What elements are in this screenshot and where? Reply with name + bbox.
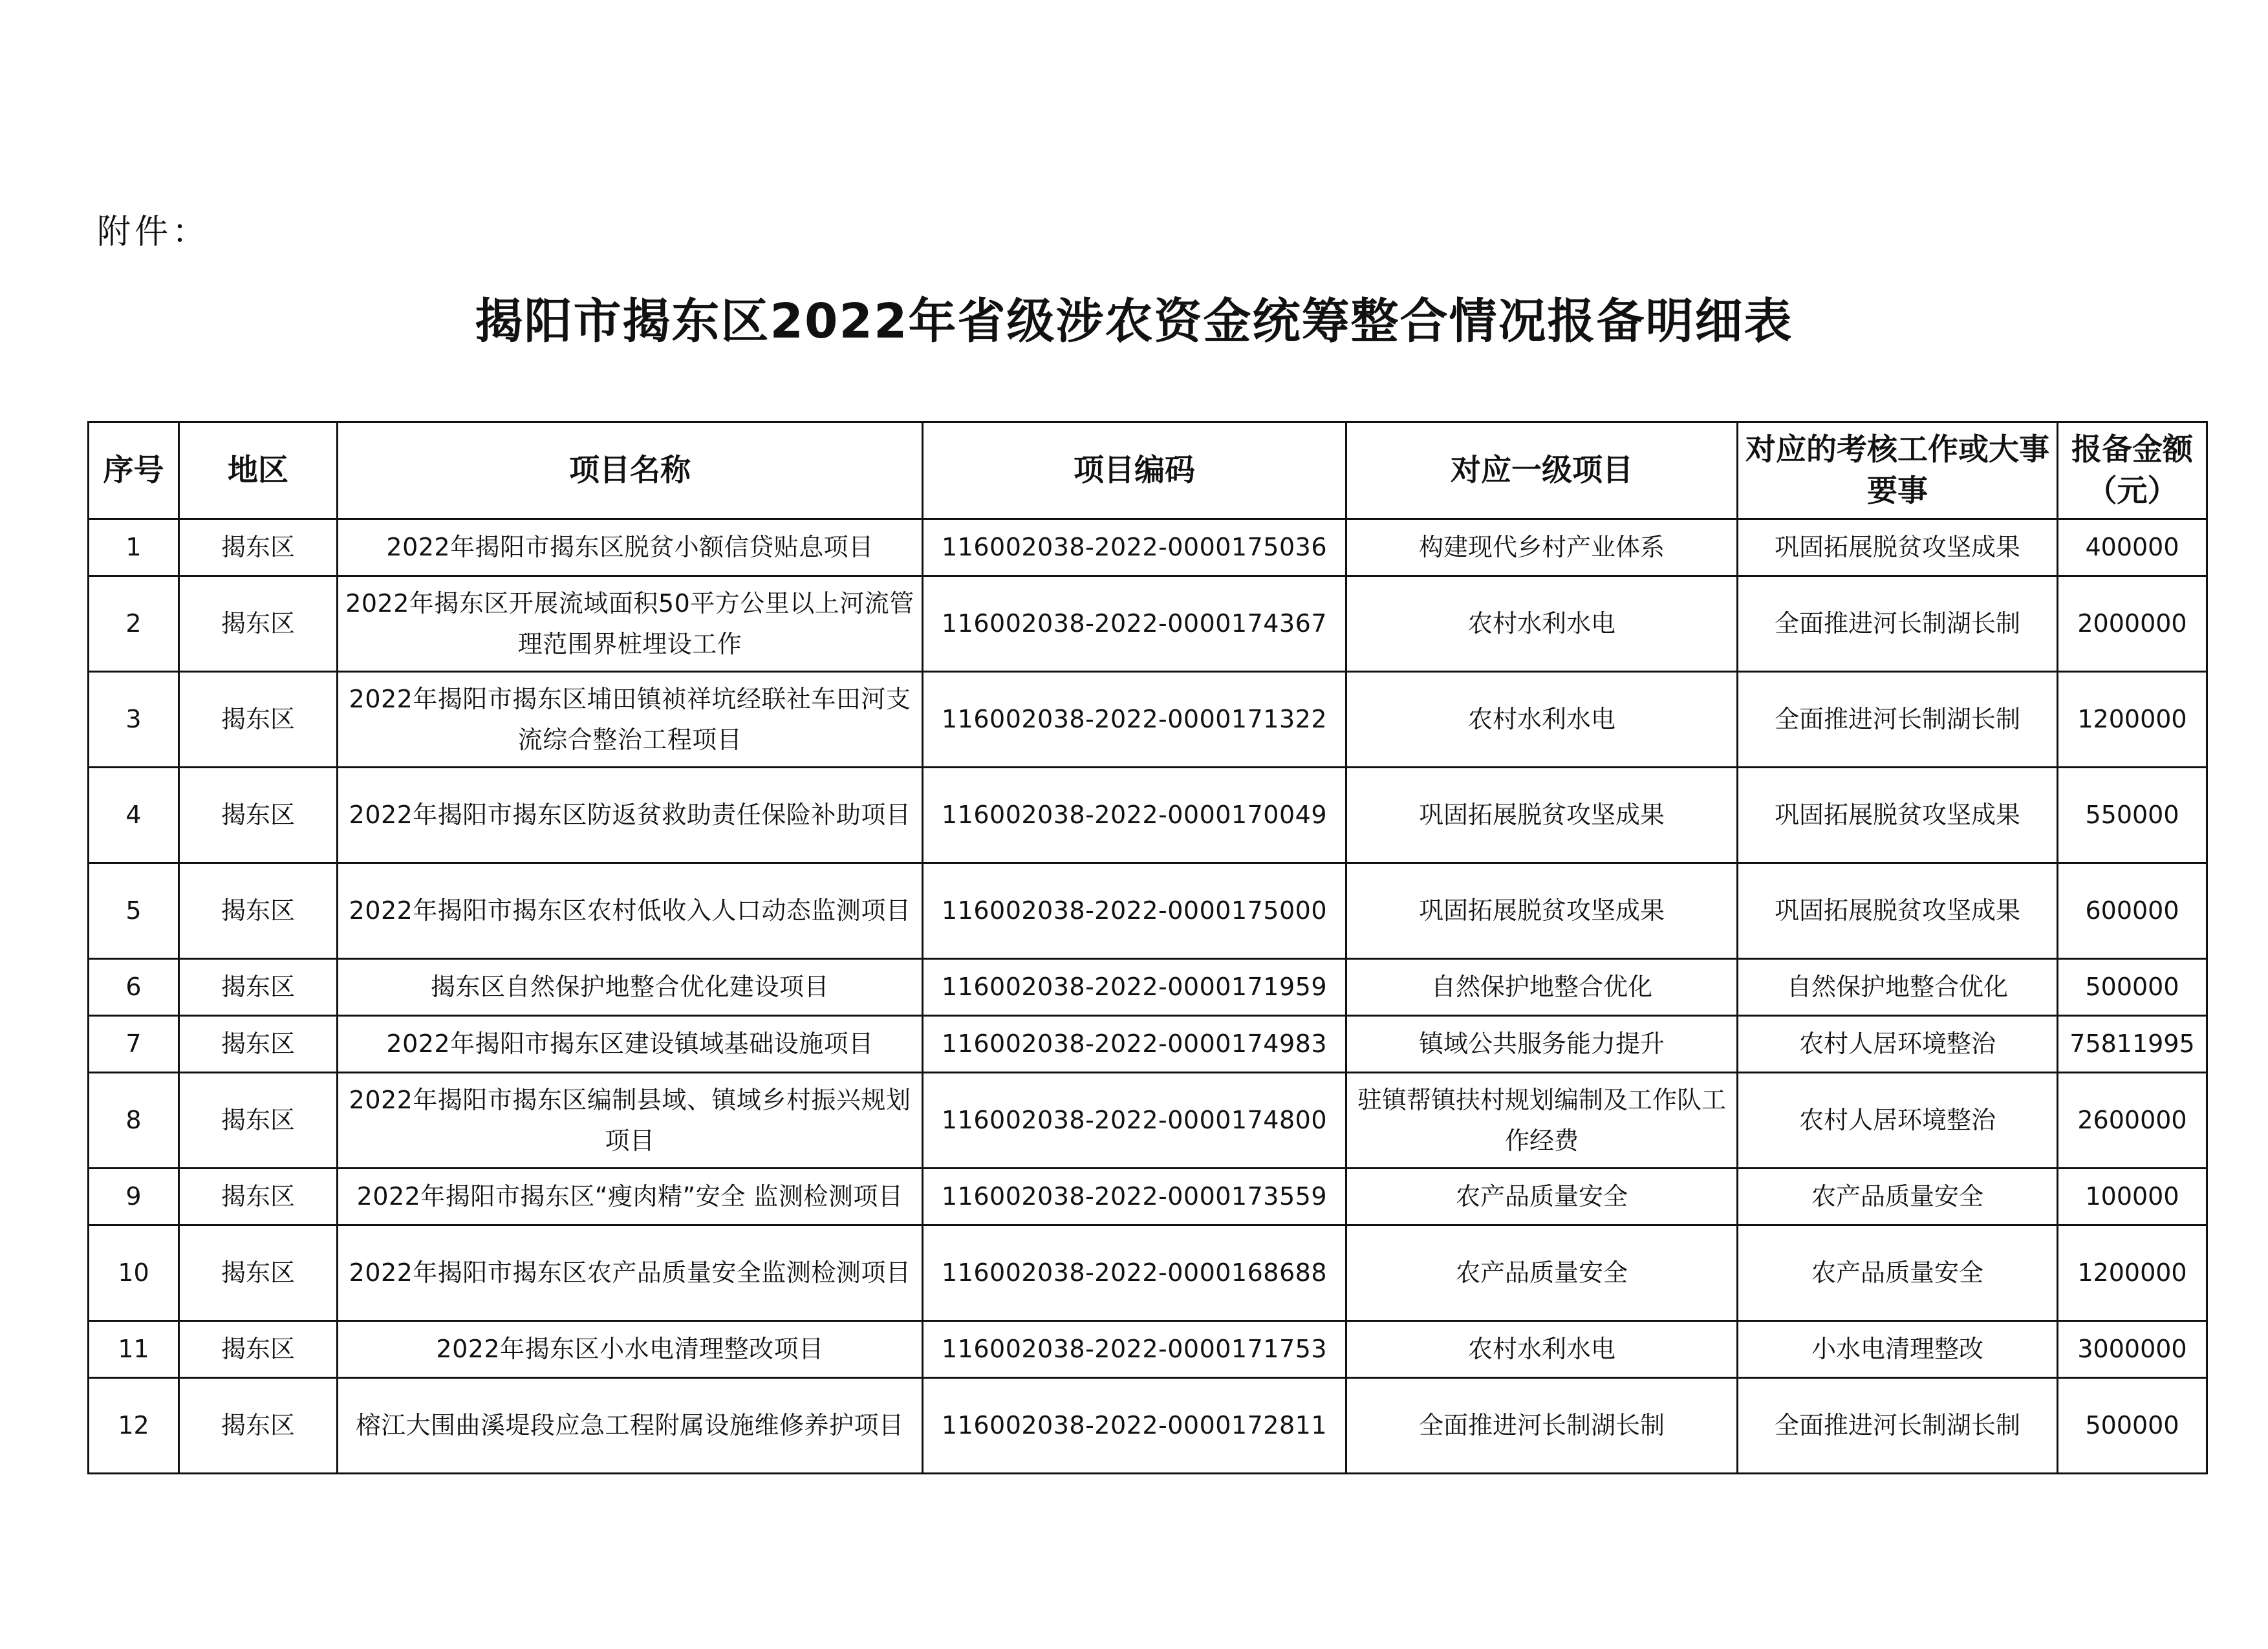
cell-project-name: 2022年揭阳市揭东区农产品质量安全监测检测项目 [338, 1225, 923, 1321]
header-assessment-work: 对应的考核工作或大事要事 [1738, 422, 2058, 519]
cell-project-name: 2022年揭东区小水电清理整改项目 [338, 1321, 923, 1378]
cell-index: 5 [89, 863, 179, 959]
cell-amount: 550000 [2058, 768, 2207, 863]
cell-project-code: 116002038-2022-0000173559 [923, 1169, 1346, 1225]
table-row [89, 1169, 2207, 1225]
table-row [89, 863, 2207, 959]
cell-amount: 500000 [2058, 1378, 2207, 1474]
page-title: 揭阳市揭东区2022年省级涉农资金统筹整合情况报备明细表 [475, 294, 1793, 349]
header-amount: 报备金额（元） [2058, 422, 2207, 519]
header-region: 地区 [179, 422, 338, 519]
cell-project-code: 116002038-2022-0000174367 [923, 576, 1346, 672]
cell-project-name: 2022年揭阳市揭东区脱贫小额信贷贴息项目 [338, 519, 923, 576]
attachment-label: 附件： [97, 213, 210, 252]
cell-region: 揭东区 [179, 768, 338, 863]
cell-amount: 1200000 [2058, 672, 2207, 768]
table-row [89, 1378, 2207, 1474]
cell-project-code: 116002038-2022-0000175000 [923, 863, 1346, 959]
header-primary-project: 对应一级项目 [1346, 422, 1738, 519]
table-row [89, 1321, 2207, 1378]
table-row [89, 672, 2207, 768]
header-project-name: 项目名称 [338, 422, 923, 519]
cell-region: 揭东区 [179, 1225, 338, 1321]
cell-project-code: 116002038-2022-0000170049 [923, 768, 1346, 863]
cell-primary-project: 自然保护地整合优化 [1346, 959, 1738, 1016]
table-row [89, 576, 2207, 672]
cell-primary-project: 巩固拓展脱贫攻坚成果 [1346, 768, 1738, 863]
cell-assessment-work: 巩固拓展脱贫攻坚成果 [1738, 768, 2058, 863]
cell-project-name: 2022年揭阳市揭东区农村低收入人口动态监测项目 [338, 863, 923, 959]
cell-region: 揭东区 [179, 1378, 338, 1474]
cell-primary-project: 农村水利水电 [1346, 1321, 1738, 1378]
cell-amount: 500000 [2058, 959, 2207, 1016]
cell-index: 10 [89, 1225, 179, 1321]
table-header-row [89, 422, 2207, 519]
cell-primary-project: 构建现代乡村产业体系 [1346, 519, 1738, 576]
table-row [89, 1225, 2207, 1321]
cell-index: 7 [89, 1016, 179, 1073]
cell-assessment-work: 农产品质量安全 [1738, 1169, 2058, 1225]
cell-region: 揭东区 [179, 959, 338, 1016]
cell-region: 揭东区 [179, 1321, 338, 1378]
cell-project-name: 2022年揭东区开展流域面积50平方公里以上河流管理范围界桩埋设工作 [338, 576, 923, 672]
cell-index: 12 [89, 1378, 179, 1474]
cell-region: 揭东区 [179, 672, 338, 768]
cell-project-name: 榕江大围曲溪堤段应急工程附属设施维修养护项目 [338, 1378, 923, 1474]
cell-region: 揭东区 [179, 863, 338, 959]
cell-project-code: 116002038-2022-0000171322 [923, 672, 1346, 768]
cell-assessment-work: 农村人居环境整治 [1738, 1073, 2058, 1169]
cell-primary-project: 农村水利水电 [1346, 576, 1738, 672]
table-row [89, 959, 2207, 1016]
cell-amount: 400000 [2058, 519, 2207, 576]
cell-project-code: 116002038-2022-0000171959 [923, 959, 1346, 1016]
cell-primary-project: 农产品质量安全 [1346, 1169, 1738, 1225]
cell-assessment-work: 全面推进河长制湖长制 [1738, 1378, 2058, 1474]
cell-primary-project: 全面推进河长制湖长制 [1346, 1378, 1738, 1474]
cell-project-name: 揭东区自然保护地整合优化建设项目 [338, 959, 923, 1016]
cell-index: 3 [89, 672, 179, 768]
cell-index: 2 [89, 576, 179, 672]
cell-project-name: 2022年揭阳市揭东区“瘦肉精”安全 监测检测项目 [338, 1169, 923, 1225]
cell-assessment-work: 巩固拓展脱贫攻坚成果 [1738, 519, 2058, 576]
cell-index: 6 [89, 959, 179, 1016]
cell-amount: 100000 [2058, 1169, 2207, 1225]
cell-project-name: 2022年揭阳市揭东区建设镇域基础设施项目 [338, 1016, 923, 1073]
cell-index: 4 [89, 768, 179, 863]
cell-project-name: 2022年揭阳市揭东区埔田镇祯祥坑经联社车田河支流综合整治工程项目 [338, 672, 923, 768]
cell-assessment-work: 全面推进河长制湖长制 [1738, 576, 2058, 672]
cell-project-code: 116002038-2022-0000175036 [923, 519, 1346, 576]
cell-amount: 1200000 [2058, 1225, 2207, 1321]
cell-amount: 600000 [2058, 863, 2207, 959]
cell-region: 揭东区 [179, 1016, 338, 1073]
header-project-code: 项目编码 [923, 422, 1346, 519]
cell-assessment-work: 巩固拓展脱贫攻坚成果 [1738, 863, 2058, 959]
cell-primary-project: 驻镇帮镇扶村规划编制及工作队工作经费 [1346, 1073, 1738, 1169]
cell-region: 揭东区 [179, 576, 338, 672]
cell-assessment-work: 全面推进河长制湖长制 [1738, 672, 2058, 768]
cell-amount: 2600000 [2058, 1073, 2207, 1169]
cell-amount: 3000000 [2058, 1321, 2207, 1378]
cell-index: 11 [89, 1321, 179, 1378]
cell-assessment-work: 自然保护地整合优化 [1738, 959, 2058, 1016]
cell-index: 9 [89, 1169, 179, 1225]
cell-project-code: 116002038-2022-0000172811 [923, 1378, 1346, 1474]
cell-index: 1 [89, 519, 179, 576]
cell-amount: 75811995 [2058, 1016, 2207, 1073]
cell-assessment-work: 农产品质量安全 [1738, 1225, 2058, 1321]
cell-assessment-work: 农村人居环境整治 [1738, 1016, 2058, 1073]
cell-region: 揭东区 [179, 519, 338, 576]
cell-project-code: 116002038-2022-0000174983 [923, 1016, 1346, 1073]
cell-primary-project: 农产品质量安全 [1346, 1225, 1738, 1321]
cell-primary-project: 巩固拓展脱贫攻坚成果 [1346, 863, 1738, 959]
cell-amount: 2000000 [2058, 576, 2207, 672]
table-row [89, 768, 2207, 863]
cell-region: 揭东区 [179, 1073, 338, 1169]
cell-primary-project: 农村水利水电 [1346, 672, 1738, 768]
table-row [89, 1073, 2207, 1169]
table-row [89, 1016, 2207, 1073]
cell-project-code: 116002038-2022-0000168688 [923, 1225, 1346, 1321]
header-index: 序号 [89, 422, 179, 519]
cell-project-code: 116002038-2022-0000174800 [923, 1073, 1346, 1169]
cell-primary-project: 镇域公共服务能力提升 [1346, 1016, 1738, 1073]
cell-project-name: 2022年揭阳市揭东区编制县域、镇域乡村振兴规划项目 [338, 1073, 923, 1169]
detail-table [87, 421, 2208, 1474]
cell-project-name: 2022年揭阳市揭东区防返贫救助责任保险补助项目 [338, 768, 923, 863]
cell-assessment-work: 小水电清理整改 [1738, 1321, 2058, 1378]
cell-project-code: 116002038-2022-0000171753 [923, 1321, 1346, 1378]
cell-index: 8 [89, 1073, 179, 1169]
table-row [89, 519, 2207, 576]
cell-region: 揭东区 [179, 1169, 338, 1225]
